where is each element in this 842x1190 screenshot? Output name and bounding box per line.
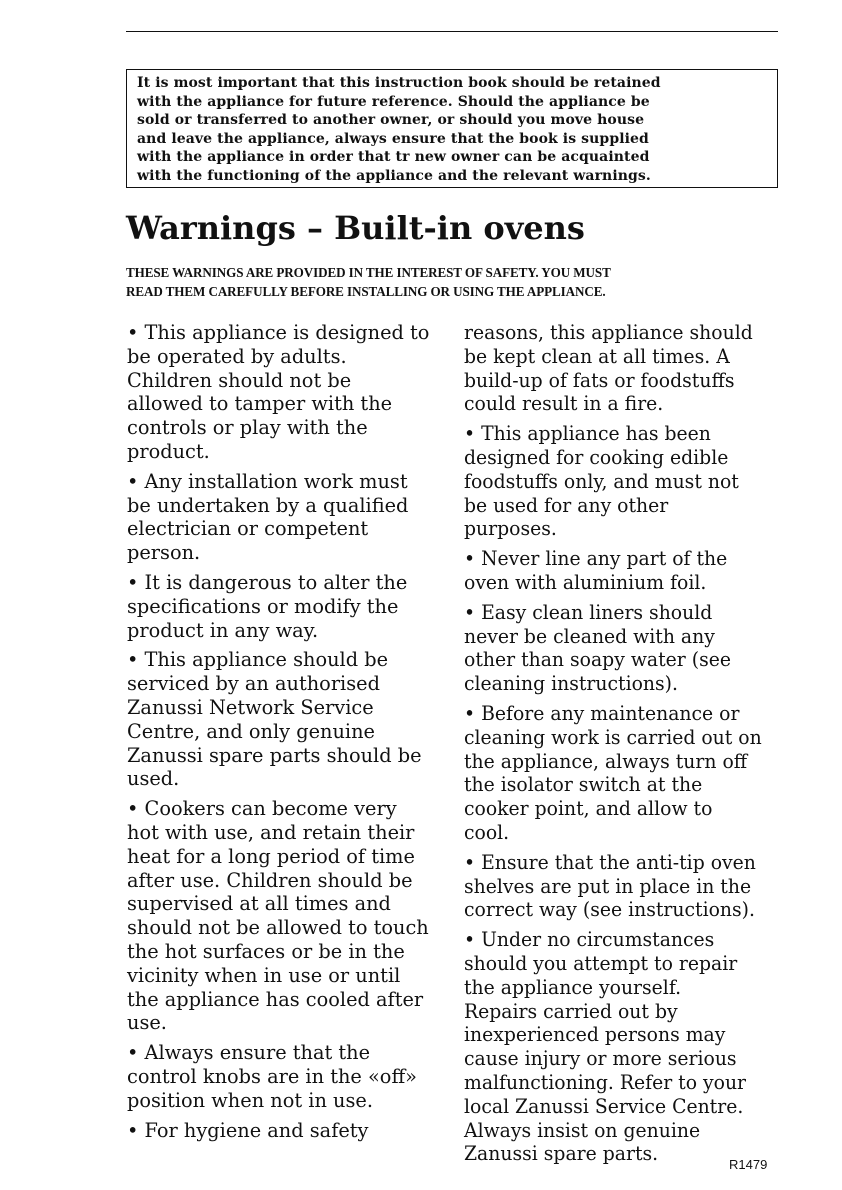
warning-text-line: Children should not be: [127, 368, 352, 392]
subtitle-line: THESE WARNINGS ARE PROVIDED IN THE INTEREST OF SAFETY. YOU MUST: [126, 265, 611, 280]
safety-subtitle: [126, 263, 786, 301]
warning-text-line: Zanussi spare parts.: [464, 1142, 659, 1166]
warning-text-line: controls or play with the: [127, 416, 368, 440]
warning-text-line: correct way (see instructions).: [464, 898, 755, 922]
warning-text-line: malfunctioning. Refer to your: [464, 1070, 747, 1094]
notice-line: with the appliance for future reference. Should the appliance be: [137, 93, 650, 110]
warning-text-line: the appliance has cooled after: [127, 987, 424, 1011]
warning-text-line: product.: [127, 439, 210, 463]
warning-item: [127, 321, 452, 464]
warning-text-line: the isolator switch at the: [464, 773, 703, 797]
warning-text-line: oven with aluminium foil.: [464, 570, 707, 594]
warning-text-line: • Any installation work must: [127, 469, 408, 493]
notice-line: sold or transferred to another owner, or should you move house: [137, 112, 645, 128]
notice-line: with the appliance in order that tr new owner can be acquainted: [137, 149, 650, 165]
warning-text-line: • Before any maintenance or: [464, 701, 740, 725]
warning-text-line: allowed to tamper with the: [127, 392, 393, 416]
warning-text-line: • Always ensure that the: [127, 1041, 371, 1065]
warning-text-line: other than soapy water (see: [464, 648, 731, 672]
retention-notice-box: [126, 69, 778, 188]
warning-text-line: heat for a long period of time: [127, 844, 415, 868]
warning-text-line: Zanussi Network Service: [127, 695, 374, 719]
warning-text-line: • Easy clean liners should: [464, 600, 713, 624]
warning-item: [464, 928, 794, 1166]
warning-text-line: be kept clean at all times. A: [464, 344, 730, 368]
warning-text-line: Repairs carried out by: [464, 999, 678, 1023]
warning-text-line: • Ensure that the anti-tip oven: [464, 850, 756, 874]
warning-text-line: be undertaken by a qualified: [127, 493, 409, 517]
notice-line: It is most important that this instruction book should be retained: [137, 75, 661, 91]
warning-text-line: • Cookers can become very: [127, 797, 397, 821]
warning-item: [464, 321, 794, 416]
warning-item: [127, 1041, 452, 1112]
warning-text-line: could result in a fire.: [464, 392, 664, 416]
warning-text-line: the appliance yourself.: [464, 975, 682, 999]
warning-text-line: should not be allowed to touch: [127, 916, 429, 940]
warning-text-line: local Zanussi Service Centre.: [464, 1094, 744, 1118]
warning-text-line: be used for any other: [464, 493, 669, 517]
warning-text-line: the appliance, always turn off: [464, 749, 748, 773]
warning-text-line: the hot surfaces or be in the: [127, 939, 405, 963]
warning-text-line: vicinity when in use or until: [127, 963, 401, 987]
warning-text-line: used.: [127, 767, 180, 791]
notice-line: and leave the appliance, always ensure that the book is supplied: [137, 130, 649, 147]
warning-text-line: be operated by adults.: [127, 344, 347, 368]
warning-text-line: control knobs are in the «off»: [127, 1064, 417, 1088]
warning-text-line: cool.: [464, 820, 510, 844]
warning-text-line: Zanussi spare parts should be: [127, 743, 422, 767]
warning-text-line: Always insist on genuine: [464, 1118, 701, 1142]
warning-text-line: • This appliance is designed to: [127, 321, 430, 344]
warning-text-line: cooker point, and allow to: [464, 797, 713, 821]
warning-item: [127, 1119, 452, 1143]
warning-text-line: position when not in use.: [127, 1088, 373, 1112]
warning-text-line: cause injury or more serious: [464, 1047, 737, 1071]
warning-text-line: foodstuffs only, and must not: [464, 469, 739, 493]
page-code: R1479: [729, 1157, 768, 1172]
top-rule: [126, 31, 778, 32]
page-title: Warnings – Built-in ovens: [126, 209, 585, 247]
warning-text-line: electrician or competent: [127, 517, 369, 541]
warning-text-line: designed for cooking edible: [464, 445, 729, 469]
warning-text-line: serviced by an authorised: [127, 672, 380, 696]
warning-text-line: should you attempt to repair: [464, 951, 738, 975]
warning-text-line: cleaning work is carried out on: [464, 725, 762, 749]
warning-text-line: reasons, this appliance should: [464, 321, 753, 344]
notice-line: with the functioning of the appliance and the relevant warnings.: [137, 167, 651, 184]
warning-text-line: supervised at all times and: [127, 892, 391, 916]
warning-text-line: • Never line any part of the: [464, 547, 728, 571]
warning-item: [464, 547, 794, 595]
warning-text-line: • Under no circumstances: [464, 928, 715, 952]
warning-text-line: hot with use, and retain their: [127, 820, 415, 844]
right-column: [464, 321, 794, 1172]
warning-text-line: • This appliance should be: [127, 648, 389, 672]
left-column: [127, 321, 452, 1148]
warning-text-line: shelves are put in place in the: [464, 874, 752, 898]
warning-item: [127, 797, 452, 1035]
warning-text-line: product in any way.: [127, 618, 319, 642]
warning-item: [464, 422, 794, 541]
warning-text-line: inexperienced persons may: [464, 1023, 726, 1047]
warning-item: [464, 601, 794, 696]
warning-text-line: build-up of fats or foodstuffs: [464, 368, 735, 392]
warning-text-line: • This appliance has been: [464, 422, 711, 446]
warning-text-line: purposes.: [464, 517, 557, 541]
warning-item: [127, 648, 452, 791]
warning-text-line: • For hygiene and safety: [127, 1118, 369, 1142]
warning-item: [464, 702, 794, 845]
subtitle-line: READ THEM CAREFULLY BEFORE INSTALLING OR USING THE APPLIANCE.: [126, 284, 606, 299]
warning-text-line: person.: [127, 541, 201, 565]
warning-text-line: use.: [127, 1011, 167, 1035]
warning-item: [127, 571, 452, 642]
warning-text-line: never be cleaned with any: [464, 624, 715, 648]
warning-text-line: Centre, and only genuine: [127, 719, 375, 743]
warning-text-line: • It is dangerous to alter the: [127, 570, 408, 594]
warning-text-line: cleaning instructions).: [464, 672, 678, 696]
warning-text-line: after use. Children should be: [127, 868, 413, 892]
warning-item: [127, 470, 452, 565]
warning-text-line: specifications or modify the: [127, 594, 399, 618]
warning-item: [464, 851, 794, 922]
